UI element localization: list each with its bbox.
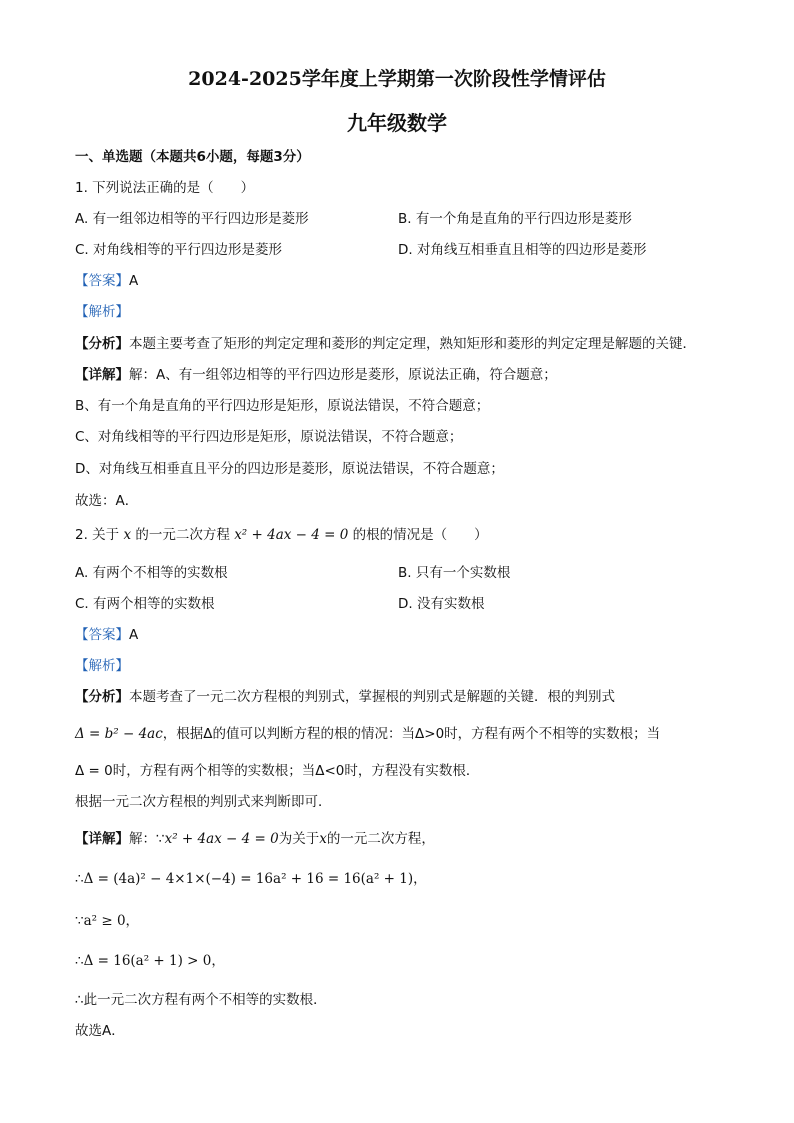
- q2-conclusion: ∴此一元二次方程有两个不相等的实数根．: [75, 992, 327, 1008]
- xiangjie-mid: 为关于: [278, 831, 320, 847]
- fenxi-text: 本题考查了一元二次方程根的判别式，掌握根的判别式是解题的关键．根的判别式: [129, 689, 615, 705]
- q2-stem: [75, 526, 488, 544]
- q2-step-3: ∴Δ = 16(a² + 1) > 0，: [75, 953, 225, 969]
- q2-delta-def: [75, 725, 660, 743]
- q2-step-2: ∵a² ≥ 0，: [75, 913, 140, 929]
- q2-stem-mid: 的一元二次方程: [135, 527, 230, 543]
- xiangjie-var: x: [319, 831, 327, 847]
- q2-stem-var: x: [123, 527, 132, 543]
- q2-option-d: D. 没有实数根: [398, 596, 485, 612]
- delta-text: ，根据Δ的值可以判断方程的根的情况：当Δ>0时，方程有两个不相等的实数根；当: [162, 726, 661, 742]
- q1-option-b: B. 有一个角是直角的平行四边形是菱形: [398, 211, 632, 227]
- q2-choose: 故选A．: [75, 1023, 125, 1039]
- q1-line-d: D、对角线互相垂直且平分的四边形是菱形，原说法错误，不符合题意；: [75, 461, 504, 477]
- q2-step-1: ∴Δ = (4a)² − 4×1×(−4) = 16a² + 16 = 16(a² + 1)，: [75, 871, 427, 887]
- page-subtitle: 九年级数学: [347, 111, 447, 135]
- q2-option-a: A. 有两个不相等的实数根: [75, 565, 228, 581]
- q2-stem-pre: 2. 关于: [75, 527, 120, 543]
- q1-line-c: C、对角线相等的平行四边形是矩形，原说法错误，不符合题意；: [75, 429, 463, 445]
- q1-option-a: A. 有一组邻边相等的平行四边形是菱形: [75, 211, 309, 227]
- q1-answer: [75, 272, 138, 290]
- xiangjie-text: 解：A、有一组邻边相等的平行四边形是菱形，原说法正确，符合题意；: [129, 367, 557, 383]
- xiangjie-equation: x² + 4ax − 4 = 0: [164, 831, 279, 847]
- q1-analysis-tag: 【解析】: [75, 304, 129, 320]
- q1-choose: 故选：A．: [75, 493, 139, 509]
- answer-tag: 【答案】: [75, 273, 129, 289]
- q1-stem: 1. 下列说法正确的是（ ）: [75, 180, 255, 196]
- answer-tag: 【答案】: [75, 627, 129, 643]
- q2-stem-equation: x² + 4ax − 4 = 0: [234, 527, 349, 543]
- q1-option-d: D. 对角线互相垂直且相等的四边形是菱形: [398, 242, 647, 258]
- q2-fenxi: [75, 688, 615, 706]
- q1-xiangjie: [75, 366, 557, 384]
- fenxi-tag: 【分析】: [75, 689, 129, 705]
- fenxi-tag: 【分析】: [75, 336, 129, 352]
- xiangjie-pre: 解：∵: [129, 831, 165, 847]
- q2-option-b: B. 只有一个实数根: [398, 565, 511, 581]
- xiangjie-post: 的一元二次方程，: [326, 831, 435, 847]
- q1-line-b: B、有一个角是直角的平行四边形是矩形，原说法错误，不符合题意；: [75, 398, 490, 414]
- q2-stem-post: 的根的情况是（ ）: [352, 527, 488, 543]
- xiangjie-tag: 【详解】: [75, 367, 129, 383]
- answer-value: A: [129, 273, 139, 289]
- xiangjie-tag: 【详解】: [75, 831, 129, 847]
- q2-xiangjie: [75, 830, 435, 848]
- q2-judge-line: 根据一元二次方程根的判别式来判断即可．: [75, 794, 332, 810]
- page-title: 2024-2025学年度上学期第一次阶段性学情评估: [188, 68, 606, 90]
- q1-fenxi: [75, 335, 696, 353]
- q1-option-c: C. 对角线相等的平行四边形是菱形: [75, 242, 283, 258]
- fenxi-text: 本题主要考查了矩形的判定定理和菱形的判定定理，熟知矩形和菱形的判定定理是解题的关键．: [129, 336, 696, 352]
- q2-option-c: C. 有两个相等的实数根: [75, 596, 215, 612]
- q2-answer: [75, 626, 138, 644]
- answer-value: A: [129, 627, 139, 643]
- delta-formula: Δ = b² − 4ac: [75, 726, 163, 742]
- q2-delta-line3: Δ = 0时，方程有两个相等的实数根；当Δ<0时，方程没有实数根．: [75, 763, 480, 779]
- q2-analysis-tag: 【解析】: [75, 658, 129, 674]
- section-heading: 一、单选题（本题共6小题，每题3分）: [75, 149, 310, 165]
